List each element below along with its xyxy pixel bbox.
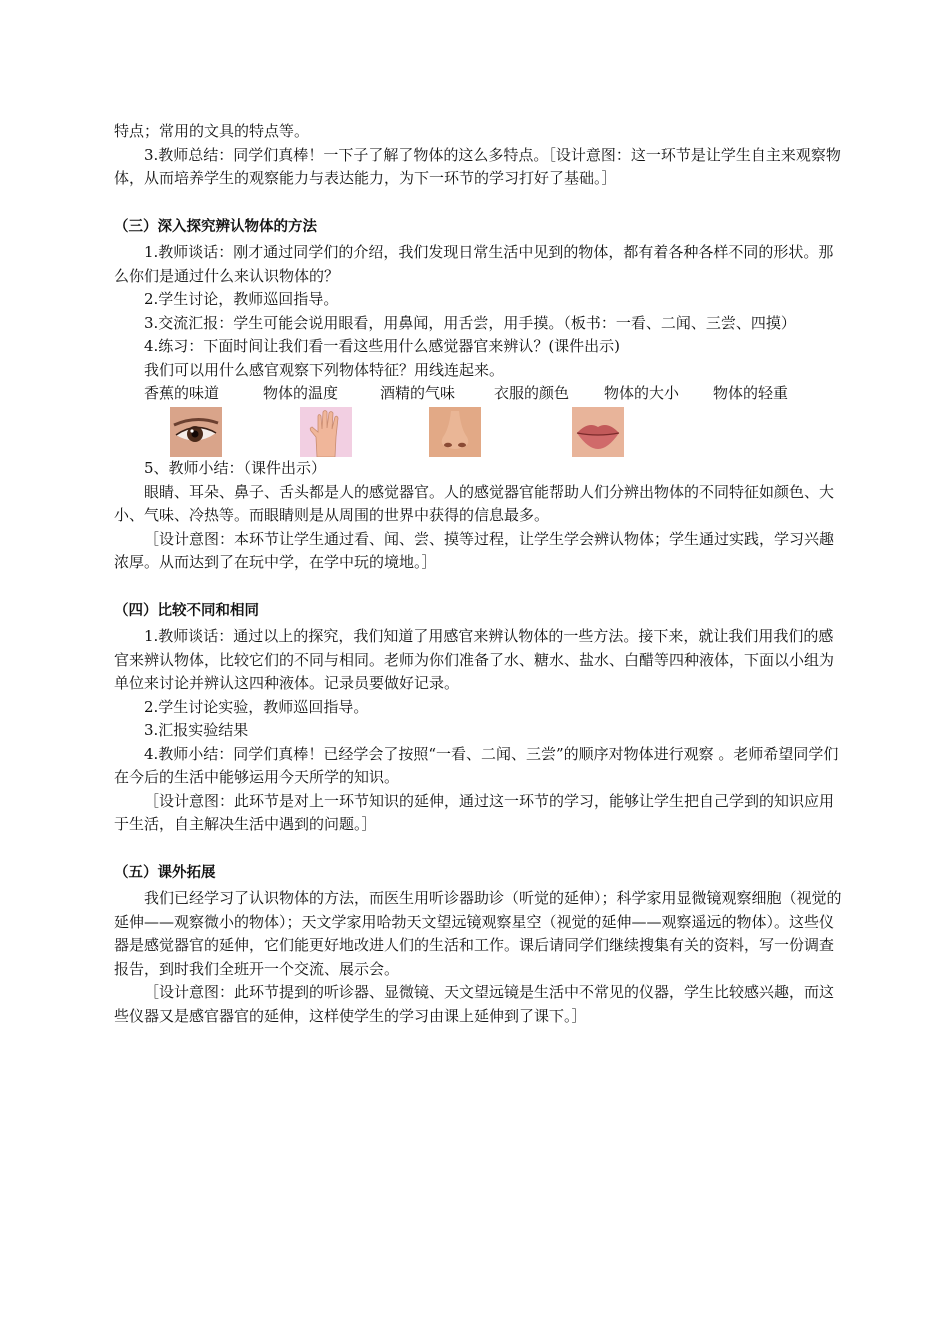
paragraph: 我们可以用什么感官观察下列物体特征？用线连起来。 — [144, 360, 505, 379]
section-heading: （三）深入探究辨认物体的方法 — [114, 218, 317, 235]
paragraph: 2.学生讨论，教师巡回指导。 — [144, 290, 339, 308]
paragraph: ［设计意图：此环节提到的听诊器、显微镜、天文望远镜是生活中不常见的仪器，学生比较感兴趣，而这些仪器又是感官器官的延伸，这样使学生的学习由课上延伸到了课下。］ — [114, 983, 835, 1025]
mouth-icon — [572, 407, 624, 457]
paragraph: 3.汇报实验结果 — [144, 721, 249, 739]
paragraph: ［设计意图：此环节是对上一环节知识的延伸，通过这一环节的学习，能够让学生把自己学到的知识应用于生活，自主解决生活中遇到的问题。］ — [114, 791, 835, 833]
hand-icon — [300, 407, 352, 457]
feature-item: 酒精的气味 — [380, 384, 456, 402]
paragraph: 4.教师小结：同学们真棒！已经学会了按照“一看、二闻、三尝”的顺序对物体进行观察 。老师希望同学们在今后的生活中能够运用今天所学的知识。 — [114, 744, 839, 786]
paragraph: 3.交流汇报：学生可能会说用眼看，用鼻闻，用舌尝，用手摸。（板书：一看、二闻、三尝、四摸） — [144, 313, 796, 332]
feature-item: 物体的温度 — [263, 384, 339, 402]
eye-icon — [170, 407, 222, 457]
paragraph: 3.教师总结：同学们真棒！一下子了解了物体的这么多特点。［设计意图：这一环节是让学生自主来观察物体，从而培养学生的观察能力与表达能力，为下一环节的学习打好了基础。］ — [114, 145, 841, 187]
paragraph: 1.教师谈话：刚才通过同学们的介绍，我们发现日常生活中见到的物体，都有着各种各样不同的形状。那么你们是通过什么来认识物体的？ — [114, 243, 834, 285]
paragraph: 眼睛、耳朵、鼻子、舌头都是人的感觉器官。人的感觉器官能帮助人们分辨出物体的不同特征如颜色、大小、气味、冷热等。而眼睛则是从周围的世界中获得的信息最多。 — [114, 482, 835, 524]
feature-list — [114, 382, 844, 403]
paragraph: 2.学生讨论实验，教师巡回指导。 — [144, 697, 369, 716]
paragraph: 4.练习：下面时间让我们看一看这些用什么感觉器官来辨认？(课件出示) — [144, 337, 621, 355]
paragraph: 特点；常用的文具的特点等。 — [114, 122, 310, 140]
feature-item: 物体的大小 — [604, 384, 680, 402]
paragraph: 我们已经学习了认识物体的方法，而医生用听诊器助诊（听觉的延伸）；科学家用显微镜观察细胞（视觉的延伸——观察微小的物体）；天文学家用哈勃天文望远镜观察星空（视觉的延伸——观察遥远的物体）。这些仪器是感觉器官的延伸，它们能更好地改进人们的生活和工作。课后请同学们继续搜集有关的资料，写一份调查报告，到时我们全班开一个交流、展示会。 — [114, 889, 842, 978]
paragraph: 1.教师谈话：通过以上的探究，我们知道了用感官来辨认物体的一些方法。接下来，就让我们用我们的感官来辨认物体，比较它们的不同与相同。老师为你们准备了水、糖水、盐水、白醋等四种液体，下面以小组为单位来讨论并辨认这四种液体。记录员要做好记录。 — [114, 627, 835, 692]
feature-item: 物体的轻重 — [713, 384, 789, 402]
feature-item: 香蕉的味道 — [144, 384, 220, 402]
document-page — [114, 120, 844, 1028]
section-heading: （五）课外拓展 — [114, 864, 216, 881]
feature-item: 衣服的颜色 — [494, 384, 570, 402]
section-heading: （四）比较不同和相同 — [114, 602, 259, 619]
paragraph: 5、教师小结：（课件出示） — [144, 459, 327, 477]
nose-icon — [429, 407, 481, 457]
sense-organ-images — [114, 407, 844, 457]
paragraph: ［设计意图：本环节让学生通过看、闻、尝、摸等过程，让学生学会辨认物体；学生通过实践，学习兴趣浓厚。从而达到了在玩中学，在学中玩的境地。］ — [114, 529, 835, 571]
